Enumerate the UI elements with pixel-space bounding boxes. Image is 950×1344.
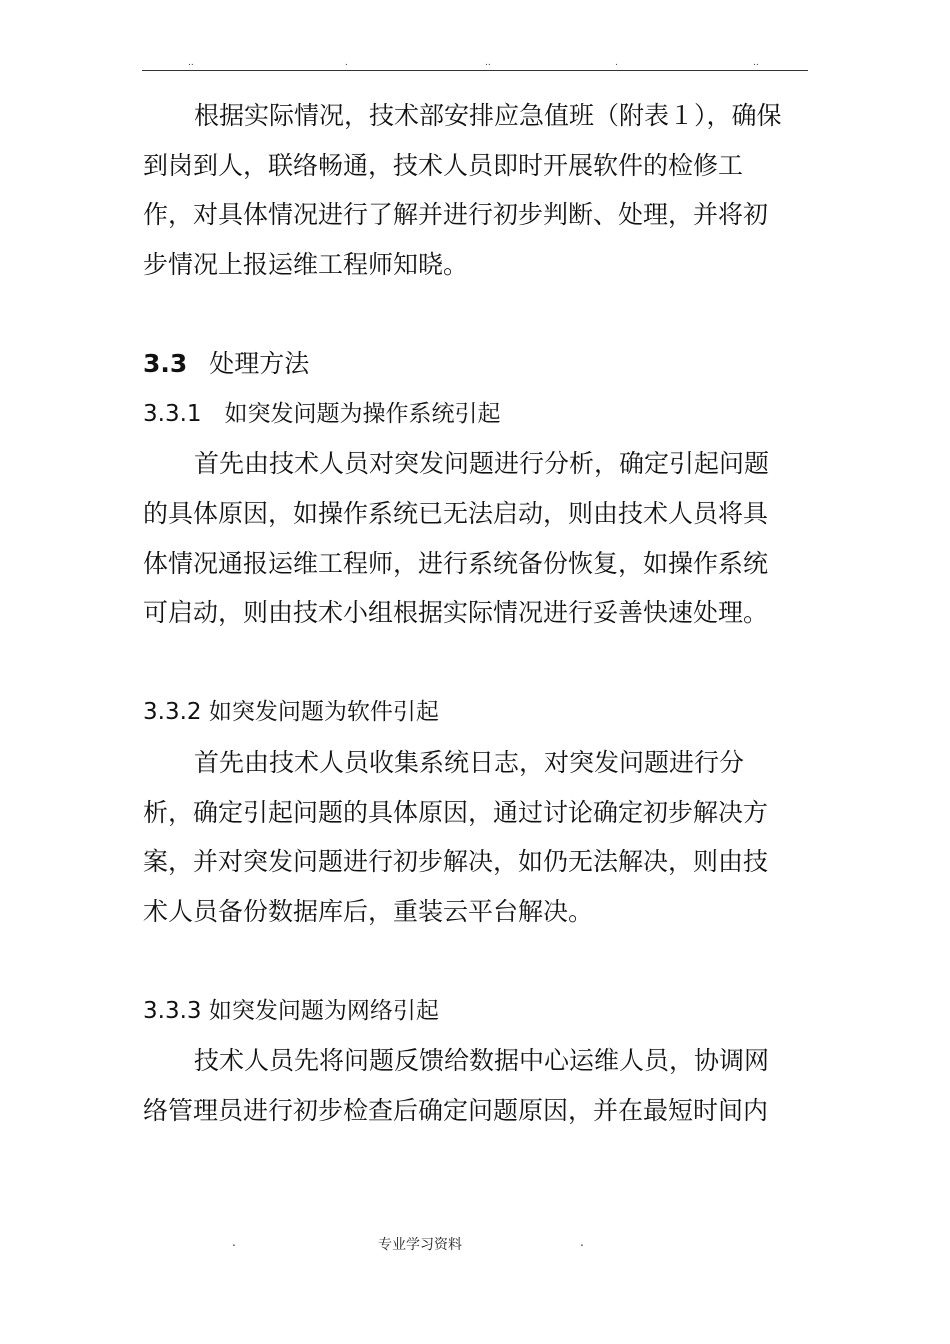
section-title: 处理方法 (209, 349, 310, 378)
text-line: 可启动，则由技术小组根据实际情况进行妥善快速处理。 (143, 598, 769, 627)
subsection-heading: 3.3.3 如突发问题为网络引起 (143, 998, 439, 1024)
text-line: 体情况通报运维工程师，进行系统备份恢复，如操作系统 (143, 549, 769, 578)
text-line: 析，确定引起问题的具体原因，通过讨论确定初步解决方 (143, 798, 769, 827)
subsection-heading: 3.3.2 如突发问题为软件引起 (143, 699, 439, 725)
text-line: 案，并对突发问题进行初步解决，如仍无法解决，则由技 (143, 847, 769, 876)
footer-mark: . (580, 1235, 584, 1249)
header-mark: .. (188, 58, 194, 68)
header-mark: .. (485, 58, 491, 68)
text-line: 步情况上报运维工程师知晓。 (143, 250, 469, 279)
header-rule (142, 70, 808, 71)
text-line: 的具体原因，如操作系统已无法启动，则由技术人员将具 (143, 499, 769, 528)
text-line: 首先由技术人员收集系统日志，对突发问题进行分 (194, 748, 745, 777)
header-mark: . (345, 58, 348, 68)
header-mark: . (615, 58, 618, 68)
text-line: 首先由技术人员对突发问题进行分析，确定引起问题 (194, 449, 770, 478)
subsection-heading: 3.3.1 如突发问题为操作系统引起 (143, 401, 501, 427)
text-line: 根据实际情况，技术部安排应急值班（附表１），确保 (194, 101, 782, 130)
text-line: 到岗到人，联络畅通，技术人员即时开展软件的检修工 (143, 151, 744, 180)
section-heading (143, 349, 309, 379)
text-line: 作，对具体情况进行了解并进行初步判断、处理，并将初 (143, 200, 769, 229)
text-line: 技术人员先将问题反馈给数据中心运维人员，协调网 (194, 1046, 770, 1075)
text-line: 络管理员进行初步检查后确定问题原因，并在最短时间内 (143, 1096, 769, 1125)
header-mark: .. (753, 58, 759, 68)
footer-mark: . (232, 1235, 236, 1249)
footer-text: 专业学习资料 (378, 1237, 462, 1253)
section-number: 3.3 (143, 349, 188, 378)
text-line: 术人员备份数据库后，重装云平台解决。 (143, 897, 594, 926)
